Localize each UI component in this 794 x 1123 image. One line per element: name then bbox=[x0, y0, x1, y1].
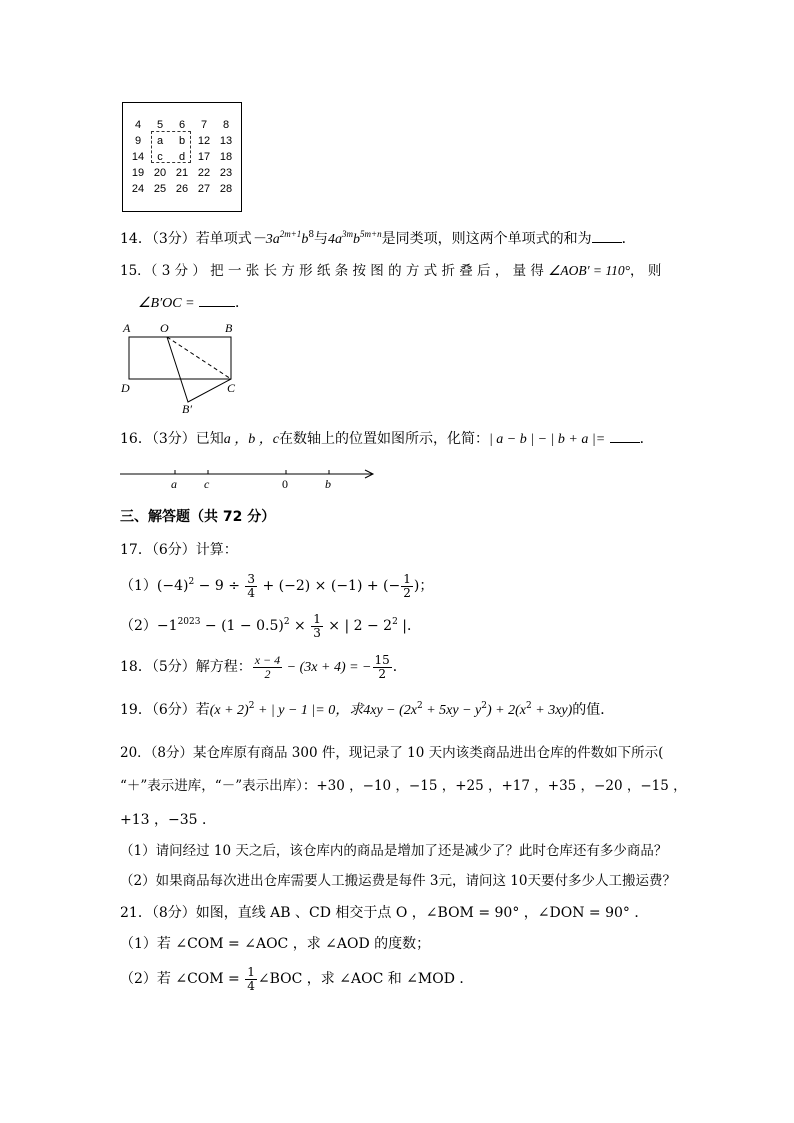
axis-label-c: c bbox=[204, 477, 210, 491]
grid-cell: 17 bbox=[197, 151, 211, 163]
answer-blank bbox=[199, 292, 235, 307]
question-17-part1: $(1)(-4)^2 - 9$ ÷ $\frac{3}{4}$ + (−2) × (−1) + (− $\frac{1}{2}$ )； bbox=[120, 571, 434, 600]
number-grid-figure bbox=[122, 102, 242, 212]
grid-cell: a bbox=[156, 135, 164, 147]
grid-cell: 22 bbox=[197, 167, 211, 179]
label-d: D bbox=[121, 381, 130, 395]
question-21-part2: （2）若 ∠COM = $\frac{1}{4}$ ∠BOC ，求 ∠AOC 和 ∠MOD ． bbox=[120, 964, 474, 993]
question-16: 16．（3分）已知a ，b ，c在数轴上的位置如图所示，化简：| a − b | − | b + a |= ． bbox=[120, 428, 654, 450]
grid-cell: 7 bbox=[200, 119, 208, 131]
axis-label-zero: 0 bbox=[282, 477, 288, 491]
rectangle-strip bbox=[129, 337, 231, 379]
grid-cell: 27 bbox=[197, 183, 211, 195]
fraction: $\frac{15}{2}$ bbox=[374, 652, 390, 681]
fraction: $\frac{3}{4}$ bbox=[247, 571, 256, 600]
grid-cell: 5 bbox=[156, 119, 164, 131]
grid-cell: 28 bbox=[219, 183, 233, 195]
grid-cell: 24 bbox=[131, 183, 145, 195]
section-heading: 三、解答题（共 72 分） bbox=[120, 509, 276, 525]
grid-cell: c bbox=[157, 151, 163, 163]
grid-cell: 8 bbox=[222, 119, 230, 131]
question-20-line3: +13 ，−35 ． bbox=[120, 812, 216, 828]
grid-cell: 26 bbox=[175, 183, 189, 195]
grid-cell: 20 bbox=[153, 167, 167, 179]
number-line-figure bbox=[118, 462, 380, 492]
question-21: 21．（8分）如图，直线 AB 、CD 相交于点 O ，∠BOM = 90° ，∠DON = 90° ． bbox=[120, 905, 649, 921]
question-14: 14．（3分）若单项式$-3a^{2m+1}b^8$与$4a^{3m}b^{5m+n}$是同类项，则这两个单项式的和为 ． bbox=[120, 229, 636, 247]
grid-cell: b bbox=[178, 135, 186, 147]
grid-cell: 4 bbox=[134, 119, 142, 131]
question-15-line2: ∠B′OC = ． bbox=[138, 292, 249, 314]
grid-cell: 9 bbox=[134, 135, 142, 147]
grid-cell: d bbox=[178, 151, 186, 163]
grid-cell: 12 bbox=[197, 135, 211, 147]
answer-blank bbox=[592, 228, 622, 243]
grid-cell: 13 bbox=[219, 135, 233, 147]
axis-label-b: b bbox=[325, 477, 331, 491]
grid-cell: 19 bbox=[131, 167, 145, 179]
label-b-prime: B′ bbox=[182, 402, 192, 416]
fraction: $\frac{x - 4}{2}$ bbox=[254, 652, 281, 681]
question-18: 18．（5分）解方程： $\frac{x - 4}{2}$ − (3x + 4) = − $\frac{15}{2}$ ． bbox=[120, 652, 407, 681]
folded-triangle bbox=[167, 337, 231, 402]
question-17-part2: $(2)-1^{2023} - (1 - 0.5)^2$ × $\frac{1}{3}$ × | $2 - 2^2$ |． bbox=[120, 611, 421, 640]
answer-blank bbox=[610, 428, 640, 443]
question-19: 19．（6分）若$(x + 2)^2$ + | y − 1 |= 0，求$4xy - (2x^2 + 5xy - y^2) + 2(x^2 + 3xy)$的值． bbox=[120, 701, 615, 718]
folded-strip-figure bbox=[115, 316, 245, 416]
question-20-part1: （1）请问经过 10 天之后，该仓库内的商品是增加了还是减少了？此时仓库还有多少商品？ bbox=[120, 843, 668, 859]
grid-cell: 18 bbox=[219, 151, 233, 163]
fraction: $\frac{1}{3}$ bbox=[313, 611, 321, 640]
question-15-line1: 15．（ 3 分 ） 把 一 张 长 方 形 纸 条 按 图 的 方 式 折 叠 后 ， 量 得 ∠AOB′ = 110°， 则 bbox=[120, 263, 662, 279]
label-b: B bbox=[225, 321, 233, 335]
question-20-line1: 20．（8分）某仓库原有商品 300 件，现记录了 10 天内该类商品进出仓库的件数如下所示( bbox=[120, 745, 664, 761]
label-c: C bbox=[227, 381, 236, 395]
question-21-part1: （1）若 ∠COM = ∠AOC ，求 ∠AOD 的度数； bbox=[120, 936, 431, 952]
fraction: $\frac{1}{2}$ bbox=[403, 571, 411, 600]
grid-cell: 25 bbox=[153, 183, 167, 195]
grid-cell: 14 bbox=[131, 151, 145, 163]
grid-cell: 23 bbox=[219, 167, 233, 179]
question-20-line2: “＋”表示进库，“－”表示出库）：+30 ，−10 ，−15 ，+25 ，+17 ，+35 ，−20 ，−15 ， bbox=[120, 778, 687, 794]
grid-cell: 6 bbox=[178, 119, 186, 131]
fold-dashed-line bbox=[167, 337, 231, 379]
question-17-title: 17．（6分）计算： bbox=[120, 542, 238, 558]
question-20-part2: （2）如果商品每次进出仓库需要人工搬运费是每件 3元，请问这 10天要付多少人工搬运费？ bbox=[120, 873, 676, 889]
axis-label-a: a bbox=[171, 477, 177, 491]
fraction: $\frac{1}{4}$ bbox=[247, 964, 255, 993]
label-o: O bbox=[160, 321, 169, 335]
label-a: A bbox=[123, 321, 131, 335]
grid-cell: 21 bbox=[175, 167, 189, 179]
